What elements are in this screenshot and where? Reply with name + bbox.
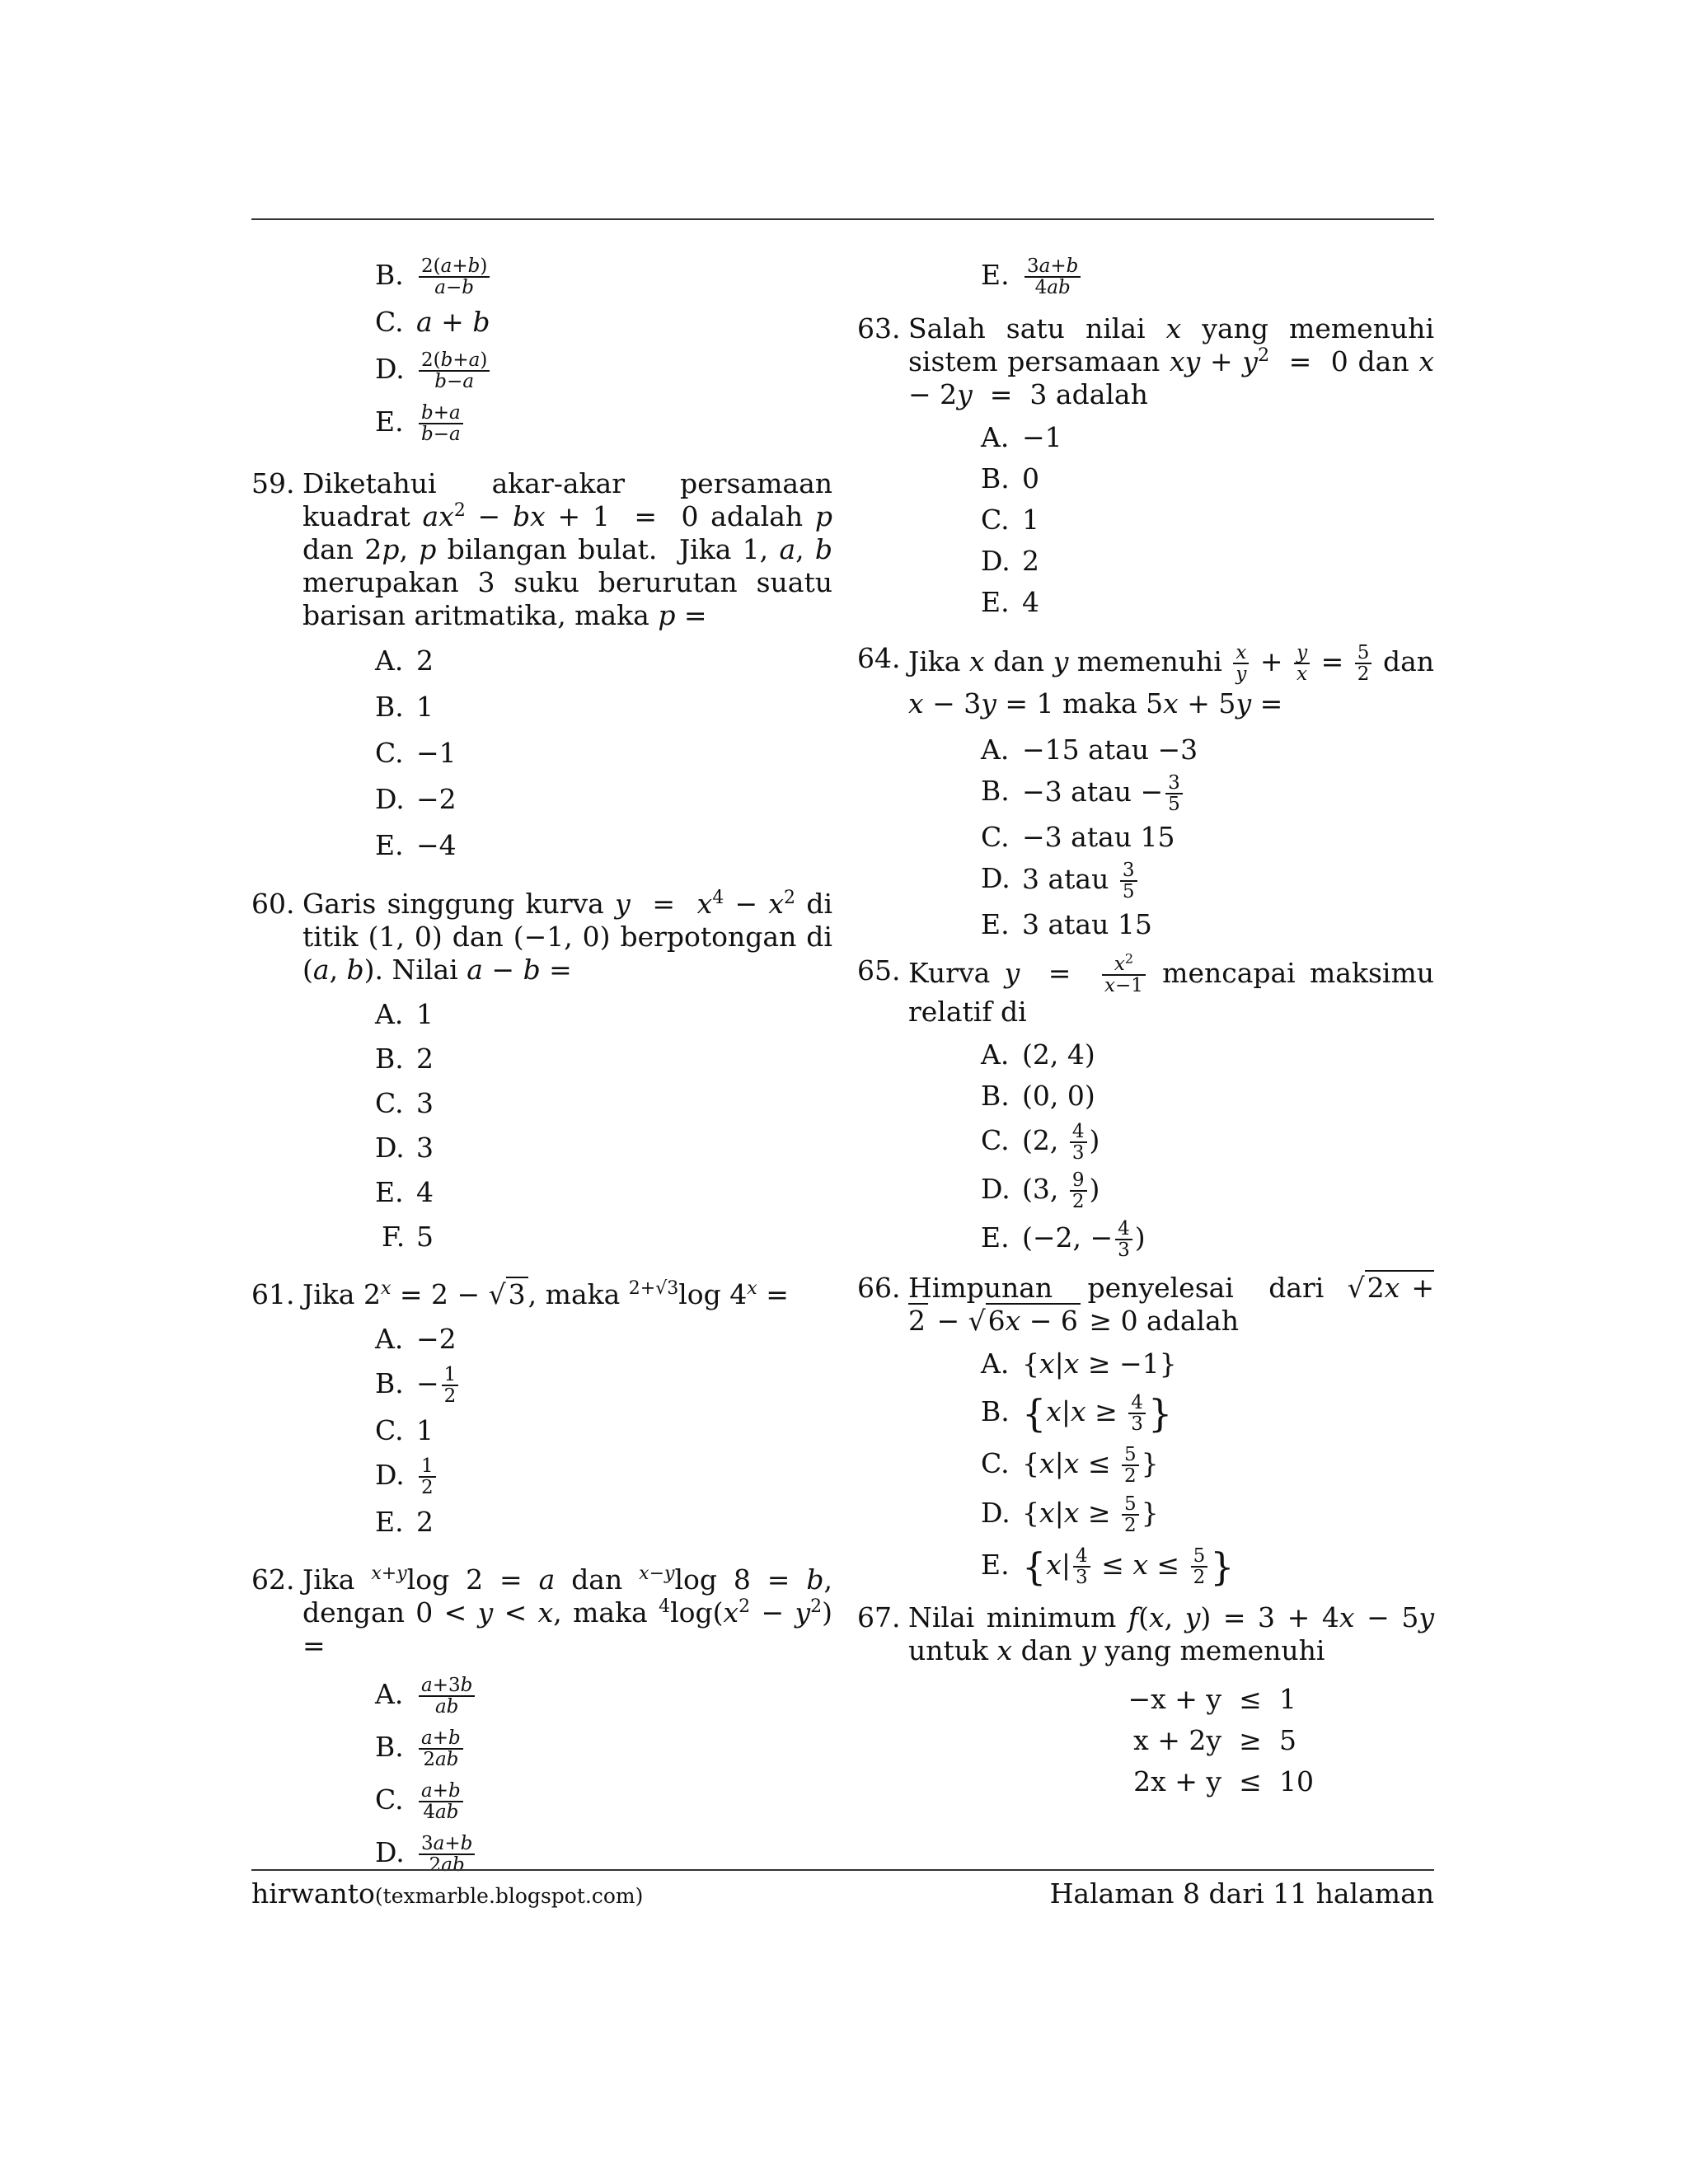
option-e: E. {x| $\frac{4}{3}$ ≤ x ≤ $\frac{5}{2}$ } (981, 1544, 1235, 1589)
options-list (908, 419, 1434, 621)
question-text: Kurva y = $\frac{x^2}{x-1}$ mencapai maksimu relatif di (908, 950, 1435, 1028)
author-site: (texmarble.blogspot.com) (374, 1884, 644, 1908)
question-number: 61. (251, 1278, 295, 1310)
options-list (302, 1319, 832, 1542)
inequality-row: −x + y ≤ 1 (1128, 1683, 1296, 1715)
option-c: C. a + b (375, 306, 490, 338)
question-64 (857, 642, 1434, 943)
option-b: B. 1 (375, 691, 434, 723)
question-59 (251, 467, 832, 866)
question-number: 66. (857, 1272, 901, 1304)
question-text: Garis singgung kurva $y = x^4 - x^2$ di titik (1, 0) dan (−1, 0) berpotongan di (a, b). Nilai a − b = (302, 888, 833, 986)
option-c: C. 1 (981, 504, 1039, 536)
option-d: D. $\frac{3a+b}{2ab}$ (375, 1829, 832, 1877)
question-66 (857, 1272, 1434, 1590)
question-58-tail (251, 251, 832, 446)
option-c: C. 3 (375, 1087, 434, 1119)
question-62-tail (857, 251, 1434, 299)
option-e: E. 2 (375, 1506, 434, 1538)
option-b: B. 2 (375, 1043, 434, 1075)
options-list (302, 640, 832, 866)
option-b: B. (0, 0) (981, 1080, 1095, 1112)
question-text: Diketahui akar-akar persamaan kuadrat $ax^2$ − bx + 1 = 0 adalah p dan 2p, p bilangan bulat. Jika 1, a, b merupakan 3 suku berurutan suatu barisan aritmatika, maka p = (302, 467, 833, 631)
option-b: B. {x|x ≥ $\frac{4}{3}$ } (981, 1391, 1173, 1436)
option-d: D. 2 (981, 545, 1039, 577)
question-number: 64. (857, 642, 901, 674)
option-d: D. $\frac{2(b+a)}{b-a}$ (375, 345, 832, 393)
question-60 (251, 888, 832, 1257)
option-a: A. −2 (375, 1323, 457, 1355)
question-number: 65. (857, 954, 901, 987)
option-c: C. −3 atau 15 (981, 821, 1175, 853)
question-text: Jika $^{x+y}$log 2 = a dan $^{x-y}$log 8 = b, dengan 0 < y < x, maka $^4\log(x^2 - y^2)$ = (302, 1563, 832, 1661)
option-b: B. $\frac{a+b}{2ab}$ (375, 1723, 832, 1771)
question-number: 63. (857, 312, 901, 344)
option-e: E. 3 atau 15 (981, 908, 1152, 940)
question-61 (251, 1278, 832, 1542)
option-a: A. {x|x ≥ −1} (981, 1347, 1177, 1380)
option-c: C. {x|x ≤ $\frac{5}{2}$ } (981, 1444, 1159, 1487)
option-e: E. $\frac{3a+b}{4ab}$ (981, 251, 1434, 299)
footer-rule (251, 1869, 1434, 1871)
option-e: E. 4 (375, 1176, 434, 1208)
option-c: C. $\frac{a+b}{4ab}$ (375, 1776, 832, 1824)
option-a: A. 1 (375, 998, 434, 1030)
right-column (857, 251, 1434, 1802)
option-e: E. $\frac{b+a}{b-a}$ (375, 398, 832, 446)
left-column (251, 251, 832, 1882)
question-text: Salah satu nilai x yang memenuhi sistem persamaan xy + $y^2 = 0$ dan x − 2y = 3 adalah (908, 312, 1434, 410)
options-list (302, 995, 832, 1257)
options-list (908, 1037, 1434, 1260)
option-a: A. 2 (375, 644, 434, 677)
inequality-system (1057, 1679, 1434, 1802)
option-d: D. (3, $\frac{9}{2}$ ) (981, 1169, 1100, 1212)
option-e: E. (−2, − $\frac{4}{3}$ ) (981, 1218, 1146, 1261)
question-67 (857, 1601, 1434, 1802)
options-list (908, 1346, 1434, 1590)
header-rule (251, 218, 1434, 220)
option-c: C. 1 (375, 1414, 434, 1446)
option-d: D. {x|x ≥ $\frac{5}{2}$ } (981, 1493, 1159, 1536)
option-c: C. −1 (375, 737, 457, 769)
question-62 (251, 1563, 832, 1877)
option-f: F. 5 (382, 1221, 434, 1253)
option-b: B. $\frac{2(a+b)}{a-b}$ (375, 251, 832, 299)
option-d: D. 3 atau $\frac{3}{5}$ (981, 860, 1434, 902)
footer-author (251, 1877, 643, 1913)
question-65 (857, 950, 1435, 1261)
option-c: C. (2, $\frac{4}{3}$ ) (981, 1121, 1100, 1164)
option-e: E. −4 (375, 829, 457, 861)
author-name: hirwanto (251, 1877, 375, 1910)
option-a: A. $\frac{a+3b}{ab}$ (375, 1671, 832, 1718)
option-b: B. − $\frac{1}{2}$ (375, 1364, 832, 1406)
question-63 (857, 312, 1434, 621)
option-e: E. 4 (981, 586, 1039, 618)
question-number: 67. (857, 1601, 901, 1633)
option-a: A. −15 atau −3 (981, 733, 1198, 766)
options-list (302, 1671, 832, 1877)
option-a: A. (2, 4) (981, 1038, 1095, 1071)
question-text: Jika x dan y memenuhi $\frac{x}{y}$ + $\frac{y}{x}$ = $\frac{5}{2}$ dan x − 3y = 1 maka 5x + 5y = (908, 642, 1434, 719)
options-list (908, 732, 1434, 943)
inequality-row: x + 2y ≥ 5 (1133, 1724, 1296, 1756)
question-number: 60. (251, 888, 295, 920)
question-number: 62. (251, 1563, 295, 1596)
option-a: A. −1 (981, 421, 1062, 453)
option-b: B. 0 (981, 462, 1039, 494)
option-d: D. 3 (375, 1132, 434, 1164)
option-b: B. −3 atau − $\frac{3}{5}$ (981, 773, 1434, 814)
question-number: 59. (251, 467, 295, 499)
option-d: D. −2 (375, 783, 457, 815)
option-d: D. $\frac{1}{2}$ (375, 1455, 832, 1497)
footer-page-number: Halaman 8 dari 11 halaman (1049, 1877, 1434, 1910)
inequality-row: 2x + y ≤ 10 (1133, 1765, 1314, 1797)
question-text: Nilai minimum f(x, y) = 3 + 4x − 5y untuk x dan y yang memenuhi (908, 1601, 1434, 1666)
question-text: Himpunan penyelesai dari √2x + 2 − √6x − 6 ≥ 0 adalah (908, 1272, 1435, 1337)
question-text: Jika $2^x = 2 - √3$, maka $^{2+√3}$log $4^x$ = (302, 1278, 789, 1310)
